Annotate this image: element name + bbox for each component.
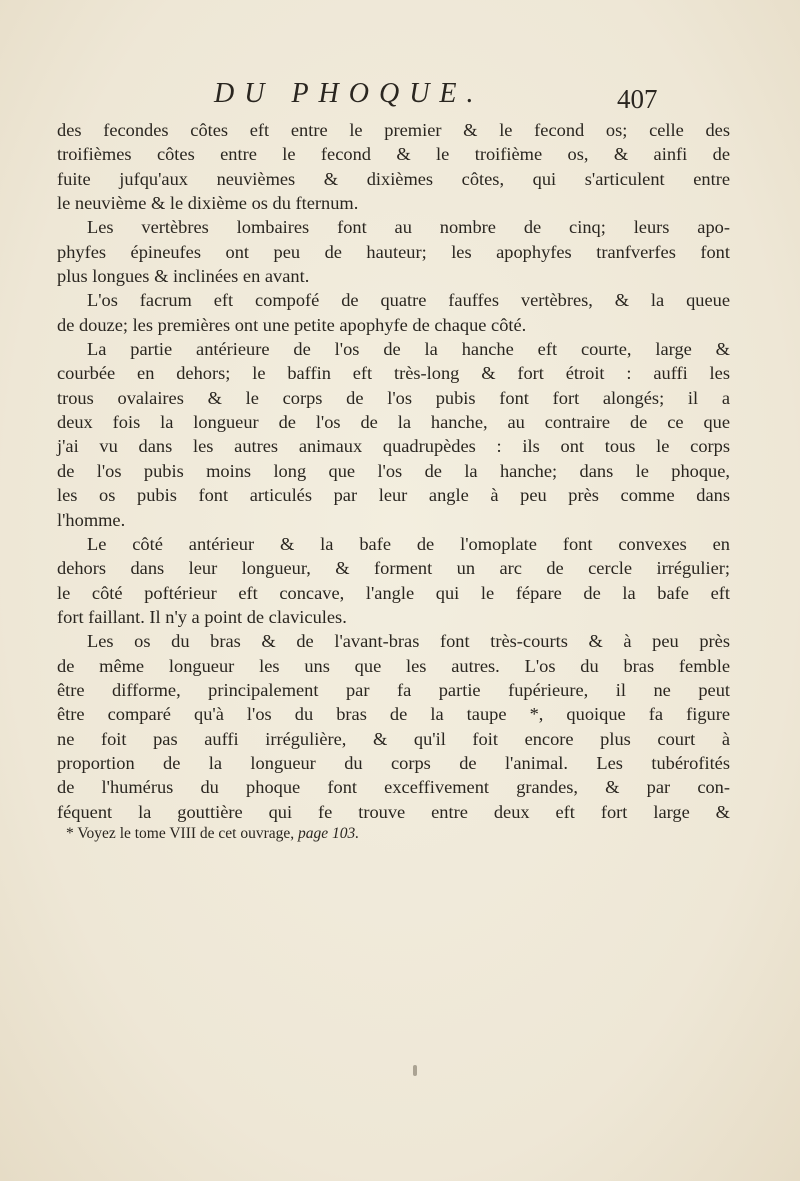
text-line: fuite jufqu'aux neuvièmes & dixièmes côtes, qui s'articulent entre [57, 168, 730, 189]
paragraph-5 [57, 532, 730, 629]
text-line: féquent la gouttière qui fe trouve entre deux eft fort large & [57, 801, 730, 822]
text-line: troifièmes côtes entre le fecond & le troifième os, & ainfi de [57, 144, 730, 165]
body-text [57, 118, 730, 824]
text-line: Le côté antérieur & la bafe de l'omoplate font convexes en [87, 533, 730, 554]
ink-speck [413, 1065, 417, 1076]
text-line: L'os facrum eft compofé de quatre fauffes vertèbres, & la queue [87, 290, 730, 311]
text-line: Les vertèbres lombaires font au nombre de cinq; leurs apo- [87, 217, 730, 238]
text-line: trous ovalaires & le corps de l'os pubis font fort alongés; il a [57, 387, 730, 408]
text-line: La partie antérieure de l'os de la hanche eft courte, large & [87, 339, 730, 360]
text-line: être difforme, principalement par fa partie fupérieure, il ne peut [57, 679, 730, 700]
text-line: être comparé qu'à l'os du bras de la taupe *, quoique fa figure [57, 704, 730, 725]
paragraph-3 [57, 288, 730, 337]
text-line: de l'os pubis moins long que l'os de la hanche; dans le phoque, [57, 460, 730, 481]
text-line: l'homme. [57, 509, 126, 530]
text-line: phyfes épineufes ont peu de hauteur; les apophyfes tranfverfes font [57, 241, 730, 262]
page-number: 407 [617, 84, 658, 114]
text-line: proportion de la longueur du corps de l'animal. Les tubérofités [57, 752, 730, 773]
text-line: de douze; les premières ont une petite apophyfe de chaque côté. [57, 314, 527, 335]
footnote [66, 825, 359, 843]
text-line: de l'humérus du phoque font exceffivement grandes, & par con- [57, 777, 730, 798]
text-line: deux fois la longueur de l'os de la hanche, au contraire de ce que [57, 412, 730, 433]
paragraph-1 [57, 118, 730, 215]
text-line: de même longueur les uns que les autres. L'os du bras femble [57, 655, 730, 676]
text-line: j'ai vu dans les autres animaux quadrupèdes : ils ont tous le corps [57, 436, 730, 457]
footnote-page-ref: page 103. [298, 825, 360, 842]
paragraph-2 [57, 215, 730, 288]
text-line: des fecondes côtes eft entre le premier & le fecond os; celle des [57, 120, 730, 140]
paragraph-6 [57, 629, 730, 824]
text-line: dehors dans leur longueur, & forment un arc de cercle irrégulier; [57, 558, 730, 579]
footnote-text: Voyez le tome VIII de cet ouvrage, [77, 825, 295, 842]
running-head: DU PHOQUE. [214, 78, 484, 109]
text-line: le côté poftérieur eft concave, l'angle qui le fépare de la bafe eft [57, 582, 730, 603]
text-line: ne foit pas auffi irrégulière, & qu'il foit encore plus court à [57, 728, 730, 749]
paragraph-4 [57, 337, 730, 532]
text-line: fort faillant. Il n'y a point de clavicules. [57, 606, 347, 627]
text-line: Les os du bras & de l'avant-bras font très-courts & à peu près [87, 631, 730, 652]
text-line: les os pubis font articulés par leur angle à peu près comme dans [57, 485, 730, 506]
page-header [0, 78, 800, 118]
text-line: plus longues & inclinées en avant. [57, 266, 310, 287]
text-line: le neuvième & le dixième os du fternum. [57, 193, 359, 214]
text-line: courbée en dehors; le baffin eft très-long & fort étroit : auffi les [57, 363, 730, 384]
footnote-marker: * [66, 825, 74, 842]
